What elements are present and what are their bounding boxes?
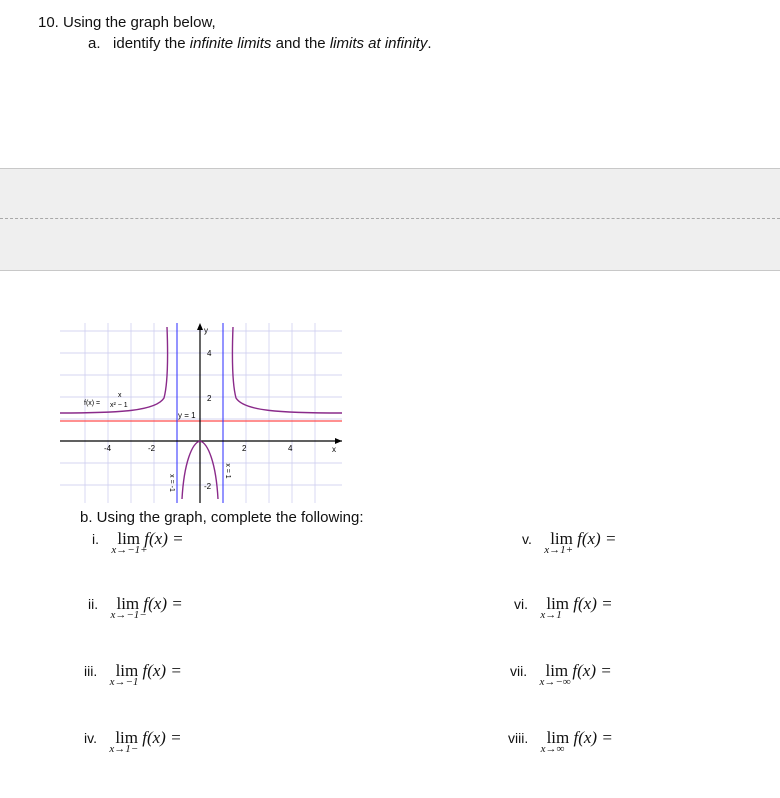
lim-subscript: x→−1+	[111, 544, 148, 556]
x-tick-neg4: -4	[104, 444, 112, 453]
question-title: 10. Using the graph below,	[38, 14, 216, 31]
lim-subscript: x→1+	[544, 544, 574, 556]
function-denominator: x² − 1	[110, 402, 128, 409]
part-a-em-2: limits at infinity	[329, 35, 428, 52]
limit-item-6	[514, 594, 613, 621]
function-numerator: x	[118, 392, 122, 399]
lim-subscript: x→1	[540, 609, 562, 621]
limit-item-4	[84, 728, 182, 755]
limit-item-2	[88, 594, 183, 621]
lim-expression: f(x) =	[573, 728, 613, 747]
lim-expression: f(x) =	[144, 529, 184, 548]
y-axis-label: y	[204, 326, 208, 335]
limit-item-7	[510, 661, 612, 688]
part-b-heading: b. Using the graph, complete the following:	[80, 509, 364, 526]
limit-item-3	[84, 661, 182, 688]
part-a-prompt	[88, 35, 432, 52]
lim-expression: f(x) =	[572, 661, 612, 680]
item-number: iii.	[84, 663, 98, 679]
lim-subscript: x→∞	[540, 743, 565, 755]
lim-subscript: x→1−	[109, 743, 139, 755]
lim-expression: f(x) =	[577, 529, 617, 548]
item-number: vi.	[514, 596, 528, 612]
lim-expression: f(x) =	[573, 594, 613, 613]
x-axis-label: x	[332, 445, 336, 454]
lim-word: lim	[117, 529, 141, 548]
y-tick-4: 4	[207, 349, 212, 358]
answer-divider	[0, 218, 780, 219]
lim-expression: f(x) =	[143, 594, 183, 613]
x-axis-arrow	[335, 438, 342, 444]
lim-word: lim	[116, 594, 140, 613]
lim-expression: f(x) =	[142, 728, 182, 747]
vertical-asymptote-left-label: x = -1	[168, 474, 175, 492]
lim-word: lim	[115, 661, 139, 680]
part-a-em-1: infinite limits	[189, 35, 272, 52]
answer-box[interactable]	[0, 168, 780, 271]
lim-subscript: x→−1	[109, 676, 139, 688]
lim-expression: f(x) =	[142, 661, 182, 680]
item-number: ii.	[88, 596, 99, 612]
item-number: iv.	[84, 730, 97, 746]
lim-subscript: x→−1−	[110, 609, 147, 621]
y-tick-neg2: -2	[204, 482, 212, 491]
y-axis-arrow	[197, 323, 203, 330]
lim-word: lim	[550, 529, 573, 548]
x-tick-4: 4	[288, 444, 293, 453]
limit-item-8	[508, 728, 613, 755]
item-number: v.	[522, 531, 532, 547]
lim-word: lim	[546, 594, 570, 613]
limit-item-5	[522, 529, 617, 556]
horizontal-asymptote-label: y = 1	[178, 411, 196, 420]
lim-word: lim	[546, 728, 570, 747]
item-number: vii.	[510, 663, 528, 679]
part-a-text-3: .	[427, 35, 432, 52]
lim-subscript: x→−∞	[539, 676, 571, 688]
item-number: i.	[92, 531, 99, 547]
function-label: f(x) =	[84, 400, 101, 407]
x-tick-neg2: -2	[148, 444, 156, 453]
x-tick-2: 2	[242, 444, 247, 453]
limit-item-1	[92, 529, 184, 556]
lim-word: lim	[545, 661, 569, 680]
y-tick-2: 2	[207, 394, 212, 403]
part-a-prefix: a.	[88, 35, 101, 52]
vertical-asymptote-right-label: x = 1	[224, 463, 231, 479]
lim-word: lim	[115, 728, 138, 747]
item-number: viii.	[508, 730, 529, 746]
part-a-text-2: and the	[271, 35, 330, 52]
part-a-text-1: identify the	[113, 35, 190, 52]
function-graph	[60, 323, 342, 503]
